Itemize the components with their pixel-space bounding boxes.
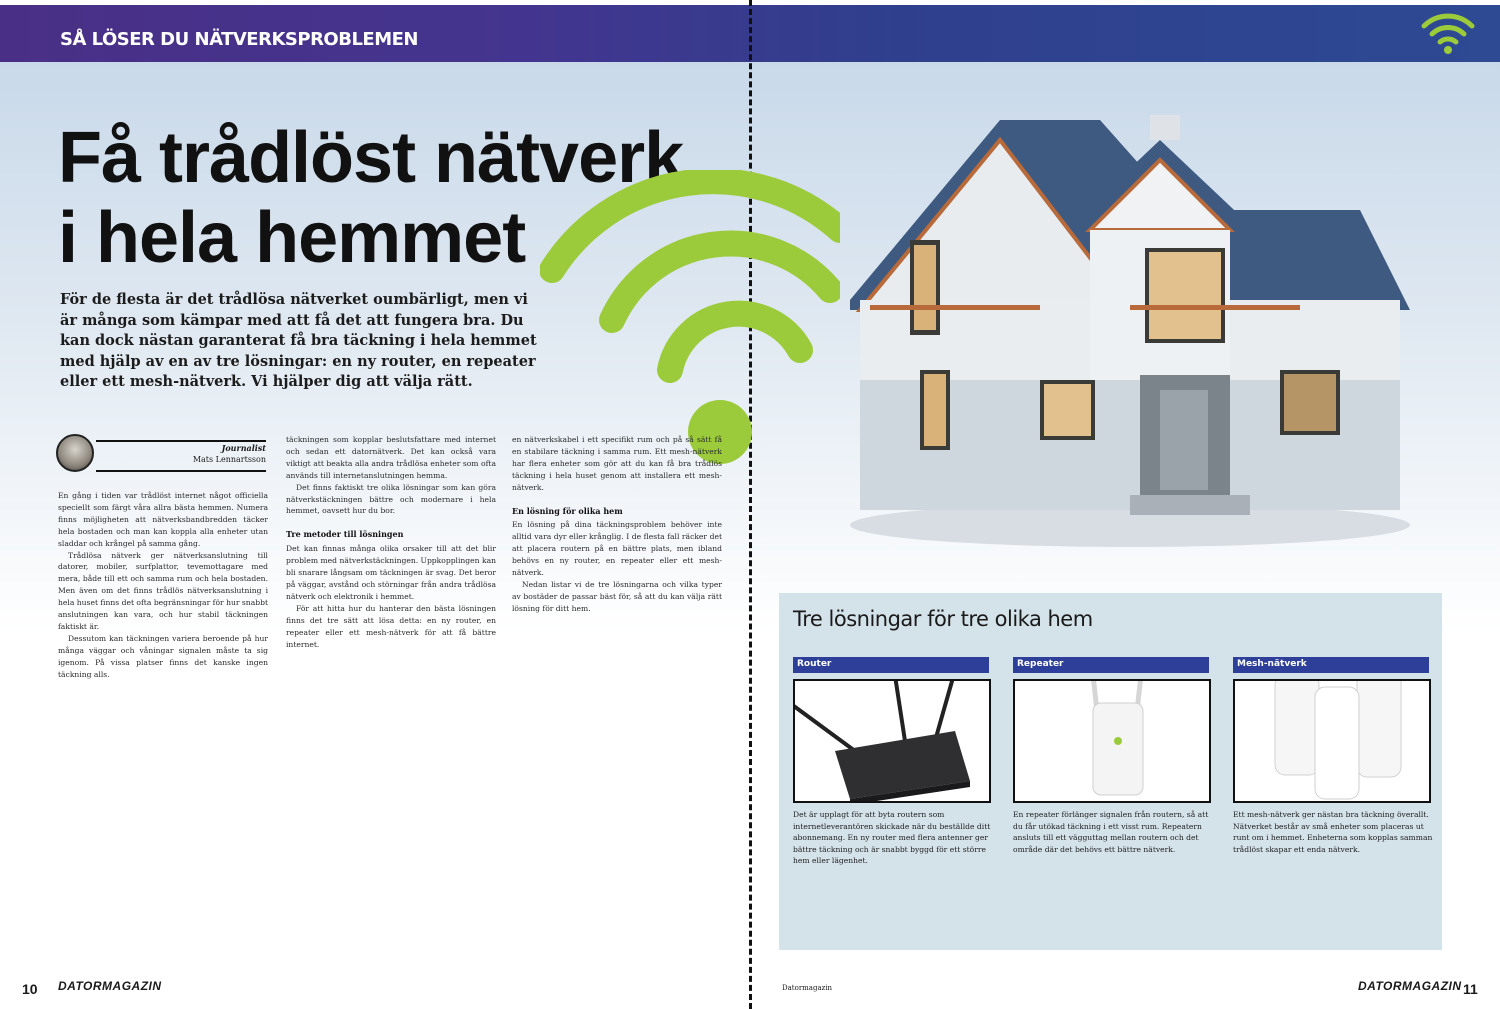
body-paragraph: Det finns faktiskt tre olika lösningar som kan göra nätverkstäckningen bättre och modernare i hela hemmet, oavsett hur du bor. xyxy=(286,482,496,516)
body-paragraph: Nedan listar vi de tre lösningarna och vilka typer av bostäder de passar bäst för, så att du kan välja rätt lösning för ditt hem. xyxy=(512,579,722,613)
mesh-icon xyxy=(1235,681,1429,801)
author-role: Journalist xyxy=(221,443,266,453)
repeater-image xyxy=(1013,679,1211,803)
body-column-1 xyxy=(58,490,268,950)
wifi-signal-icon xyxy=(540,170,840,470)
solutions-title: Tre lösningar för tre olika hem xyxy=(793,607,1093,631)
byline-rule-top xyxy=(96,440,266,442)
section-tag: SÅ LÖSER DU NÄTVERKSPROBLEMEN xyxy=(60,29,418,50)
byline-rule-bottom xyxy=(96,470,266,472)
author-name: Mats Lennartsson xyxy=(192,455,266,464)
solution-card-repeater xyxy=(1013,657,1213,942)
body-column-2 xyxy=(286,434,496,950)
solution-card-mesh xyxy=(1233,657,1433,942)
footer-brand-left: DATORMAGAZIN xyxy=(58,979,162,993)
wifi-icon xyxy=(1420,8,1476,56)
solution-text: Ett mesh-nätverk ger nästan bra täckning överallt. Nätverket består av små enheter som placeras ut runt om i hemmet. Enheterna som kopplas samman trådlöst skapar ett enda nätverk. xyxy=(1233,810,1433,854)
body-paragraph: En gång i tiden var trådlöst internet något officiella speciellt som färgt våra allra bästa hemmen. Numera finns möjligheten att nätverksbandbredden täcker hela bostaden och man kan koppla alla enheter utan sladdar och krångel på samma gång. xyxy=(58,491,268,548)
author-avatar xyxy=(56,434,94,472)
solution-label: Router xyxy=(793,657,989,673)
page-number-right: 11 xyxy=(1463,981,1478,997)
body-column-3 xyxy=(512,434,722,950)
footer-small-text: Datormagazin xyxy=(782,984,833,992)
router-icon xyxy=(795,681,989,801)
body-paragraph: täckningen som kopplar beslutsfattare med internet och sedan ett datornätverk. Det kan också vara viktigt att beakta alla andra trådlösa enheter som ofta används till internetanslutningen hemma. xyxy=(286,435,496,480)
page-number-left: 10 xyxy=(22,981,38,997)
author-byline xyxy=(56,434,266,476)
solution-text: En repeater förlänger signalen från routern, så att du får utökad täckning i ett visst rum. Repeatern ansluts till ett vägguttag mellan routern och det område där det behövs ett bättre nätverk. xyxy=(1013,810,1209,854)
body-paragraph: en nätverkskabel i ett specifikt rum och på så sätt få en stabilare täckning i samma rum. Ett mesh-nätverk har flera enheter som gör att du kan få bra trådlös täckning i hela huset genom att installera ett mesh-nätverk. xyxy=(512,435,722,492)
house-illustration xyxy=(800,100,1430,550)
mesh-image xyxy=(1233,679,1431,803)
article-lead: För de flesta är det trådlösa nätverket oumbärligt, men vi är många som kämpar med att få det att fungera bra. Du kan dock nästan garanterat få bra täckning i hela hemmet med hjälp av en av tre lösningar: en ny router, en repeater eller ett mesh-nätverk. Vi hjälper dig att välja rätt. xyxy=(60,291,537,390)
solution-card-router xyxy=(793,657,993,942)
solution-text: Det är upplagt för att byta routern som internetleverantören skickade när du beställde ditt abonnemang. En ny router med flera antenner ger bättre täckning och är snabbt byggd för ett större hem eller lägenhet. xyxy=(793,810,991,866)
headline-line-2: i hela hemmet xyxy=(58,198,526,278)
body-paragraph: En lösning på dina täckningsproblem behöver inte alltid vara dyr eller krånglig. I de flesta fall räcker det att placera routern på en bättre plats, men ibland behövs en ny router, en repeater eller ett mesh-nätverk. xyxy=(512,520,722,578)
body-paragraph: Dessutom kan täckningen variera beroende på hur många väggar och våningar signalen måste ta sig igenom. På vissa platser finns det kanske ingen täckning alls. xyxy=(58,633,268,679)
headline-line-1: Få trådlöst nätverk xyxy=(58,118,684,198)
repeater-icon xyxy=(1015,681,1209,801)
solution-label: Mesh-nätverk xyxy=(1233,657,1429,673)
solutions-box xyxy=(779,593,1442,950)
subheading: Tre metoder till lösningen xyxy=(286,529,404,540)
body-paragraph: Det kan finnas många olika orsaker till att det blir problem med nätverkstäckningen. Uppkopplingen kan bli snarare långsam om täckningen är svag. Det beror på väggar, avstånd och störningar från andra trådlösa nätverk och elektronik i hemmet. xyxy=(286,544,496,601)
router-image xyxy=(793,679,991,803)
body-paragraph: För att hitta hur du hanterar den bästa lösningen finns det tre sätt att lösa detta: en ny router, en repeater eller ett mesh-nätverk för att få bättre internet. xyxy=(286,603,496,649)
body-paragraph: Trådlösa nätverk ger nätverksanslutning till datorer, mobiler, surfplattor, tevemottagare med mera, både till ett och samma rum och hela bostaden. Men även om det finns trådlös nätverksanslutning i hela huset finns det ofta begränsningar för hur snabbt anslutningen kan vara, och hur stabil täckningen faktiskt är. xyxy=(58,550,268,631)
solution-label: Repeater xyxy=(1013,657,1209,673)
footer-brand-right: DATORMAGAZIN xyxy=(1358,979,1462,993)
subheading: En lösning för olika hem xyxy=(512,505,623,516)
page-fold xyxy=(749,0,752,1009)
